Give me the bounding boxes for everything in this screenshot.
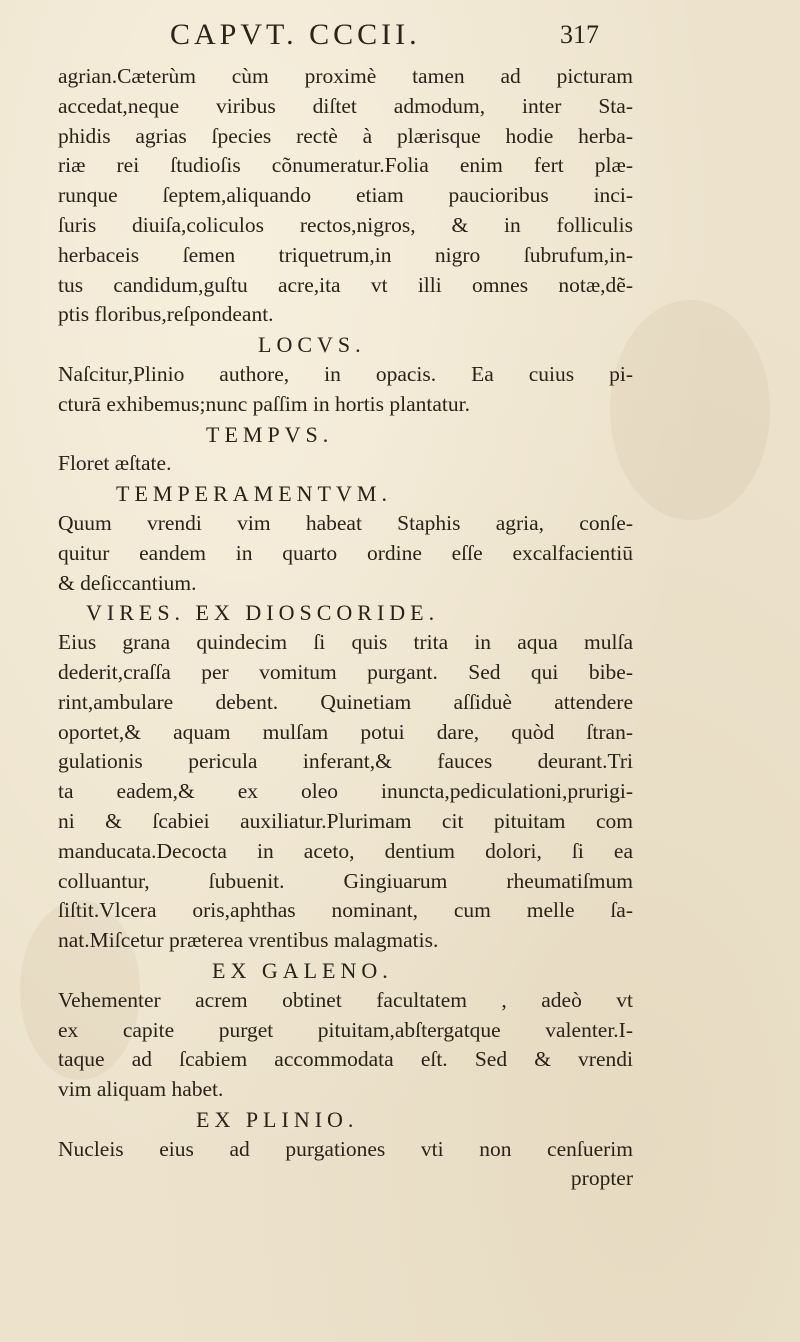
text-line: quitur eandem in quarto ordine eſſe excalfacientiū bbox=[58, 540, 633, 565]
text-line: vim aliquam habet. bbox=[58, 1077, 224, 1102]
section-heading-vires: VIRES. EX DIOSCORIDE. bbox=[86, 600, 440, 626]
section-heading-locus: LOCVS. bbox=[258, 332, 366, 358]
text-line: phidis agrias ſpecies rectè à plærisque hodie herba- bbox=[58, 123, 633, 148]
text-line: herbaceis ſemen triquetrum,in nigro ſubrufum,in- bbox=[58, 242, 633, 267]
text-line: manducata.Decocta in aceto, dentium dolori, ſi ea bbox=[58, 838, 633, 863]
text-line: dederit,craſſa per vomitum purgant. Sed qui bibe- bbox=[58, 659, 633, 684]
text-line: Quum vrendi vim habeat Staphis agria, conſe- bbox=[58, 510, 633, 535]
text-line: ſuris diuiſa,coliculos rectos,nigros, & in folliculis bbox=[58, 212, 633, 237]
text-line: Floret æſtate. bbox=[58, 451, 172, 476]
text-line: ptis floribus,reſpondeant. bbox=[58, 302, 274, 327]
text-line: Vehementer acrem obtinet facultatem , adeò vt bbox=[58, 987, 633, 1012]
running-head bbox=[0, 14, 800, 58]
text-line: accedat,neque viribus diſtet admodum, inter Sta- bbox=[58, 93, 633, 118]
chapter-title: CAPVT. CCCII. bbox=[170, 18, 421, 51]
text-line: Eius grana quindecim ſi quis trita in aqua mulſa bbox=[58, 630, 633, 655]
text-line: ſiſtit.Vlcera oris,aphthas nominant, cum melle ſa- bbox=[58, 898, 633, 923]
text-line: ta eadem,& ex oleo inuncta,pediculationi,prurigi- bbox=[58, 779, 633, 804]
text-line: riæ rei ſtudioſis cõnumeratur.Folia enim fert plæ- bbox=[58, 153, 633, 178]
text-line: tus candidum,guſtu acre,ita vt illi omnes notæ,dẽ- bbox=[58, 272, 633, 297]
section-heading-plinio: EX PLINIO. bbox=[196, 1106, 359, 1132]
text-line: Naſcitur,Plinio authore, in opacis. Ea cuius pi- bbox=[58, 361, 633, 386]
text-line: nat.Miſcetur præterea vrentibus malagmatis. bbox=[58, 928, 439, 953]
text-line: Nucleis eius ad purgationes vti non cenſuerim bbox=[58, 1136, 633, 1161]
section-heading-tempus: TEMPVS. bbox=[206, 421, 334, 447]
text-line: & deſiccantium. bbox=[58, 570, 197, 595]
text-line: colluantur, ſubuenit. Gingiuarum rheumatiſmum bbox=[58, 868, 633, 893]
text-line: runque ſeptem,aliquando etiam paucioribus inci- bbox=[58, 183, 633, 208]
text-line: ex capite purget pituitam,abſtergatque valenter.I- bbox=[58, 1017, 633, 1042]
text-line: cturā exhibemus;nunc paſſim in hortis plantatur. bbox=[58, 391, 470, 416]
text-line: rint,ambulare debent. Quinetiam aſſiduè attendere bbox=[58, 689, 633, 714]
text-line: oportet,& aquam mulſam potui dare, quòd ſtran- bbox=[58, 719, 633, 744]
page-number: 317 bbox=[560, 20, 599, 49]
text-line: agrian.Cæterùm cùm proximè tamen ad picturam bbox=[58, 64, 633, 88]
text-line: gulationis pericula inferant,& fauces deurant.Tri bbox=[58, 749, 633, 774]
section-heading-galeno: EX GALENO. bbox=[212, 957, 393, 983]
catchword: propter bbox=[570, 1166, 633, 1191]
text-line: ni & ſcabiei auxiliatur.Plurimam cit pituitam com bbox=[58, 808, 633, 833]
paper-stain bbox=[610, 300, 770, 520]
section-heading-temperamentum: TEMPERAMENTVM. bbox=[116, 481, 392, 507]
text-block bbox=[58, 62, 633, 1194]
text-line: taque ad ſcabiem accommodata eſt. Sed & vrendi bbox=[58, 1047, 633, 1072]
